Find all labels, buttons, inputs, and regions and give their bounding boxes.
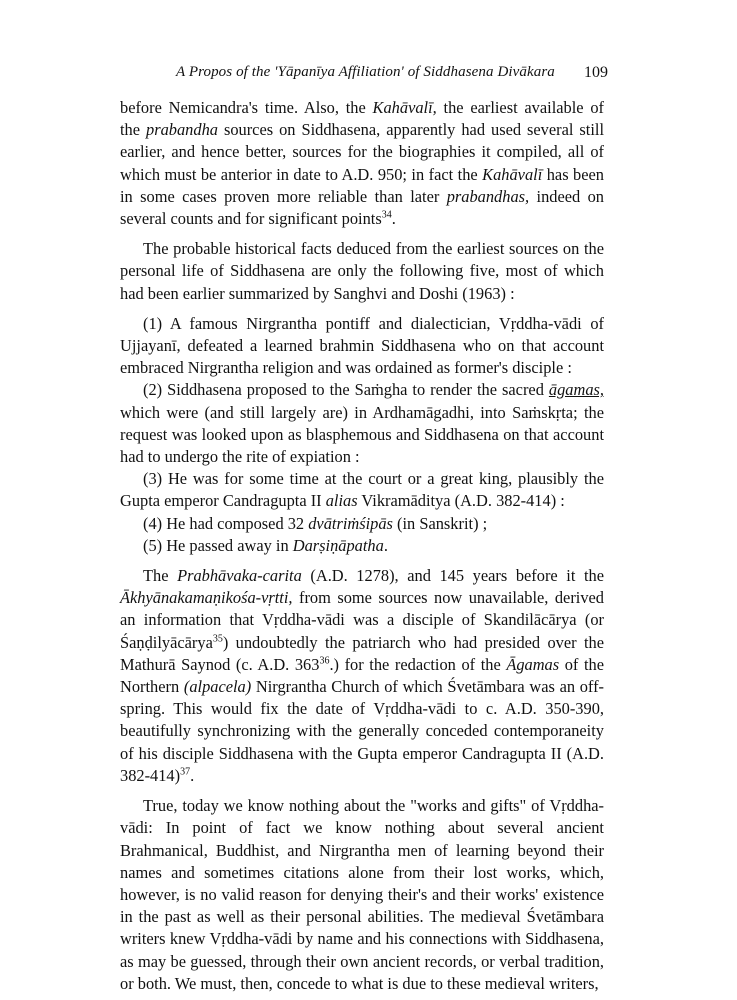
italic-term: alias bbox=[325, 491, 358, 511]
italic-term: prabandha bbox=[146, 120, 218, 140]
text-run: indeed on several counts and for significant points bbox=[120, 186, 604, 229]
page-header bbox=[120, 64, 608, 88]
italic-term: prabandhas, bbox=[446, 186, 530, 206]
text-run: (3) He was for some time at the court or a great king, plausibly the Gupta emperor Candragupta II bbox=[120, 469, 604, 511]
paragraph-1 bbox=[120, 97, 604, 230]
italic-term: Ākhyānakamaṇikośa-vṛtti, bbox=[120, 588, 293, 608]
paragraph-2 bbox=[120, 238, 604, 305]
text-run: . bbox=[190, 765, 195, 785]
text-run: ) undoubtedly the patriarch who had presided over the Mathurā Saynod (c. A.D. 363 bbox=[120, 632, 604, 674]
text-run: (5) He passed away in bbox=[143, 535, 293, 555]
italic-term: dvātriṁśipās bbox=[308, 513, 393, 533]
text-run: which were (and still largely are) in Ardhamāgadhi, into Saṁskṛta; the request was looked upon as blasphemous and Siddhasena on that account had to undergo the rite of expiation : bbox=[120, 402, 604, 467]
text-run: . bbox=[391, 209, 396, 229]
text-run: (2) Siddhasena proposed to the Saṁgha to render the sacred bbox=[143, 380, 549, 400]
footnote-ref: 35 bbox=[212, 633, 223, 645]
italic-term: āgamas, bbox=[548, 380, 604, 400]
text-run: . bbox=[383, 535, 388, 555]
list-item-4 bbox=[120, 513, 604, 535]
paragraph-4 bbox=[120, 795, 604, 995]
list-item-5 bbox=[120, 535, 604, 557]
paragraph-3 bbox=[120, 565, 604, 787]
text-run: (in Sanskrit) ; bbox=[392, 513, 488, 533]
text-run: before Nemicandra's time. Also, the bbox=[120, 98, 373, 117]
italic-term: Āgamas bbox=[506, 654, 560, 674]
italic-term: Kahāvalī bbox=[482, 164, 543, 184]
footnote-ref: 36 bbox=[319, 655, 330, 667]
body-text bbox=[120, 97, 604, 995]
text-run: Nirgrantha Church of which Śvetāmbara was an off-spring. This would fix the date of Vṛddha-vādi to c. A.D. 350-390, beautifully synchronizing with the generally conceded contemporaneity of his disciple Siddhasena with the Gupta emperor Candragupta II (A.D. 382-414) bbox=[120, 677, 604, 785]
footnote-ref: 37 bbox=[180, 766, 191, 778]
text-run: has been in some cases proven more reliable than later bbox=[120, 164, 604, 206]
list-item-3 bbox=[120, 468, 604, 512]
list-item-1 bbox=[120, 313, 604, 380]
text-run: .) for the redaction of the bbox=[329, 654, 507, 674]
text-run: of the Northern bbox=[120, 654, 604, 697]
text-run: The bbox=[143, 566, 178, 586]
italic-term: Kahāvalī, bbox=[372, 98, 437, 117]
running-title: A Propos of the 'Yāpanīya Affiliation' of Siddhasena Divākara bbox=[176, 64, 555, 80]
text-run: from some sources now unavailable, derived an information that Vṛddha-vādi was a disciple of Skandilācārya (or Śaṇḍilyācārya bbox=[120, 588, 604, 652]
text-run: Vikramāditya (A.D. 382-414) : bbox=[357, 491, 565, 511]
text-run: The probable historical facts deduced from the earliest sources on the personal life of Siddhasena are only the following five, most of which had been earlier summarized by Sanghvi and Doshi (1963) : bbox=[120, 239, 604, 303]
text-run: the earliest available of the bbox=[120, 98, 604, 140]
text-run: (1) A famous Nirgrantha pontiff and dialectician, Vṛddha-vādi of Ujjayanī, defeated a learned brahmin Siddhasena who on that account embraced Nirgrantha religion and was ordained as former's disciple : bbox=[120, 313, 604, 378]
footnote-ref: 34 bbox=[381, 209, 392, 221]
page-number: 109 bbox=[584, 64, 608, 81]
text-run: True, today we know nothing about the "works and gifts" of Vṛddha-vādi: In point of fact we know nothing about several ancient Brahmanical, Buddhist, and Nirgrantha men of learning beyond their names and sometimes citations alone from their lost works, which, however, is no valid reason for denying their's and their works' existence in the past as well as their personal abilities. The medieval Śvetāmbara writers knew Vṛddha-vādi by name and his connections with Siddhasena, as may be guessed, through their own ancient records, or verbal tradition, or both. We must, then, concede to what is due to these medieval writers, bbox=[120, 796, 604, 993]
text-run: (4) He had composed 32 bbox=[143, 513, 309, 533]
italic-term: (alpacela) bbox=[183, 677, 252, 697]
text-run: sources on Siddhasena, apparently had used several still earlier, and hence better, sources for the biographies it compiled, all of which must be anterior in date to A.D. 950; in fact the bbox=[120, 120, 605, 184]
italic-term: Darṣiṇāpatha bbox=[292, 535, 384, 555]
text-run: (A.D. 1278), and 145 years before it the bbox=[301, 566, 604, 586]
italic-term: Prabhāvaka-carita bbox=[177, 566, 302, 586]
list-item-2 bbox=[120, 379, 604, 468]
